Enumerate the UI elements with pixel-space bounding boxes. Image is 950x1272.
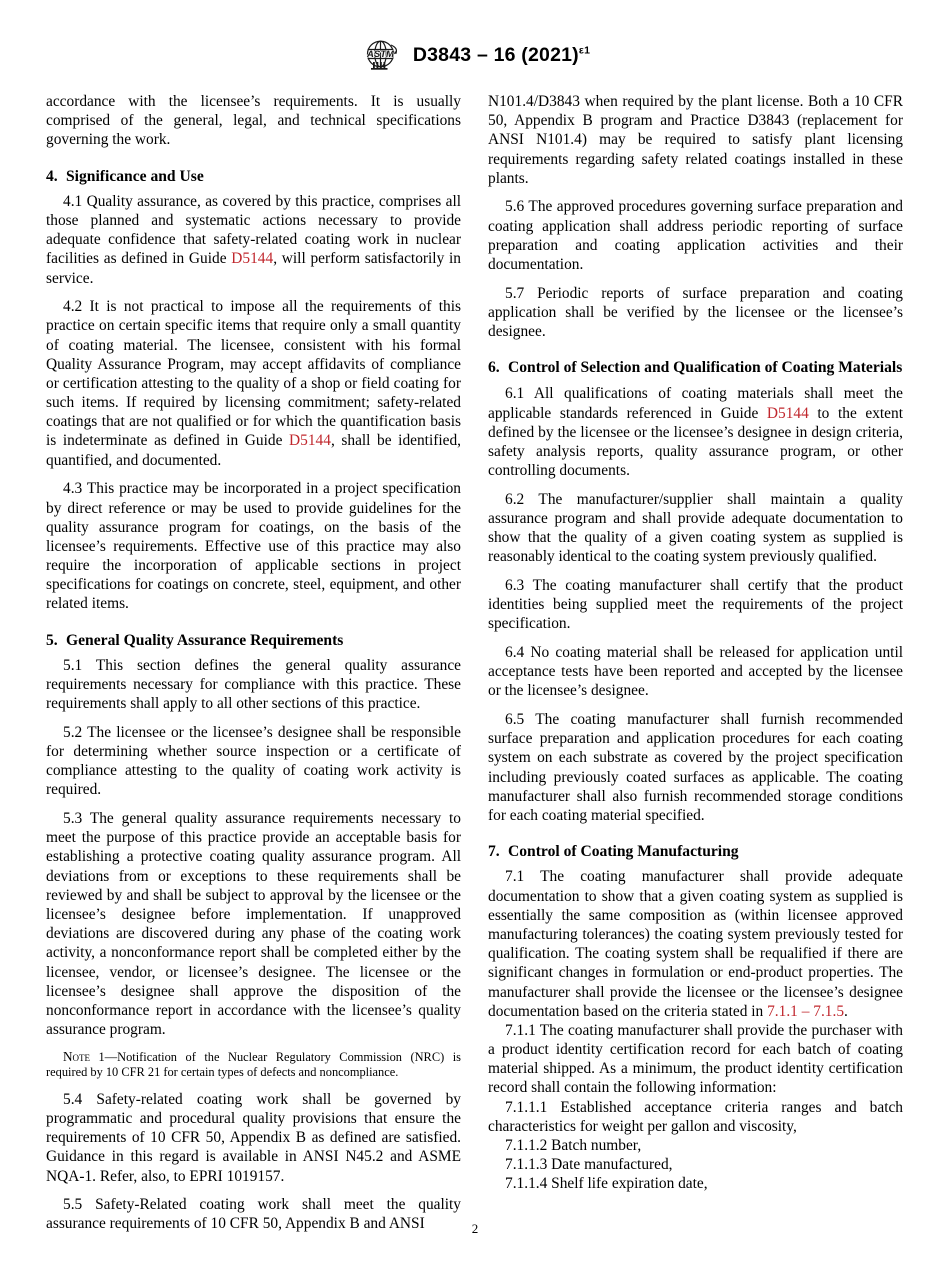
paragraph-5-3: 5.3 The general quality assurance requirements necessary to meet the purpose of this practice provide an acceptable basis for establishing a protective coating quality assurance program. All deviations from or exceptions to these requirements shall be reviewed by and shall be subject to approval by the licensee or the licensee’s designee before implementation. If unapproved deviations are discovered during any phase of the coating work activity, a nonconformance report shall be completed either by the licensee, vendor, or licensee’s designee. The licensee or the licensee’s designee shall approve the disposition of the nonconformance report in accordance with the licensee’s quality assurance program. <box>46 810 461 1039</box>
paragraph-6-1 <box>488 384 903 480</box>
paragraph-7-1-1: 7.1.1 The coating manufacturer shall provide the purchaser with a product identity certification record for each batch of coating material shipped. As a minimum, the product identity certification record shall contain the following information: <box>488 1021 903 1097</box>
paragraph-5-5: 5.5 Safety-Related coating work shall meet the quality assurance requirements of 10 CFR 50, Appendix B and ANSI <box>46 1196 461 1233</box>
section-title-6: Control of Selection and Qualification of Coating Materials <box>508 359 903 377</box>
paragraph-7-1-1-2: 7.1.1.2 Batch number, <box>505 1136 642 1154</box>
page-header <box>0 40 950 70</box>
astm-logo-icon <box>360 40 404 70</box>
section-title-5: General Quality Assurance Requirements <box>66 631 344 649</box>
svg-text:ASTM: ASTM <box>366 49 394 60</box>
paragraph-7-1-1-4: 7.1.1.4 Shelf life expiration date, <box>505 1175 708 1193</box>
paragraph-6-1-text-a: 6.1 All qualifications of coating materials shall meet the applicable standards referenced in Guide <box>488 385 903 422</box>
page-number: 2 <box>471 1221 479 1236</box>
paragraph-7-1-1-3: 7.1.1.3 Date manufactured, <box>505 1156 673 1174</box>
section-heading-5 <box>46 631 461 650</box>
paragraph-6-2: 6.2 The manufacturer/supplier shall maintain a quality assurance program and shall provide adequate documentation to show that the quality of a given coating system as supplied is reasonably identical to the coating system previously qualified. <box>488 490 903 566</box>
link-d5144-3[interactable]: D5144 <box>766 404 809 422</box>
paragraph-6-1-text-b: to the extent defined by the licensee or the licensee’s designee in design criteria, safety analysis reports, quality assurance program, or other controlling documents. <box>488 404 903 480</box>
paragraph-7-1-text-b: . <box>844 1002 848 1020</box>
paragraph-5-7: 5.7 Periodic reports of surface preparation and coating application shall be verified by the licensee or the licensee’s designee. <box>488 284 903 340</box>
note-label: Note <box>63 1049 91 1065</box>
section-number-4: 4. <box>46 167 58 185</box>
paragraph-5-6: 5.6 The approved procedures governing surface preparation and coating application shall address periodic reporting of surface preparation and coating application activities and their documentation. <box>488 198 903 273</box>
section-heading-7 <box>488 842 903 861</box>
section-heading-6 <box>488 358 903 377</box>
body-columns <box>46 92 904 1234</box>
note-1-text: 1—Notification of the Nuclear Regulatory Commission (NRC) is required by 10 CFR 21 for certain types of defects and noncompliance. <box>46 1050 461 1080</box>
link-d5144-1[interactable]: D5144 <box>231 250 274 268</box>
paragraph-7-1 <box>488 867 903 1020</box>
paragraph-4-1 <box>46 192 461 288</box>
paragraph-4-1-text-b: , will perform satisfactorily in service. <box>46 250 461 287</box>
paragraph-7-1-text-a: 7.1 The coating manufacturer shall provide adequate documentation to show that a given coating system as supplied is essentially the same composition as (within licensee approved manufacturing tolerances) the coating system previously tested for qualification. The coating system shall be requalified if there are significant changes in formulation or end-product properties. The manufacturer shall provide the licensee or the licensee’s designee documentation based on the criteria stated in <box>488 868 903 1020</box>
paragraph-6-4: 6.4 No coating material shall be released for application until acceptance tests have been reported and accepted by the licensee or the licensee’s designee. <box>488 644 903 700</box>
section-number-6: 6. <box>488 359 500 377</box>
paragraph-4-1-text-a: 4.1 Quality assurance, as covered by this practice, comprises all those planned and systematic actions necessary to provide adequate confidence that safety-related coating work in nuclear facilities as defined in Guide <box>46 192 461 268</box>
paragraph-5-1: 5.1 This section defines the general quality assurance requirements necessary for compliance with this practice. These requirements shall apply to all other sections of this practice. <box>46 656 461 713</box>
left-column <box>46 92 461 1234</box>
designation-superscript: ε1 <box>578 44 591 56</box>
paragraph-5-4: 5.4 Safety-related coating work shall be governed by programmatic and procedural quality provisions that ensure the requirements of 10 CFR 50, Appendix B as defined are satisfied. Guidance in this regard is available in ANSI N45.2 and ASME NQA-1. Refer, also, to EPRI 1019157. <box>46 1090 461 1185</box>
section-number-7: 7. <box>488 843 500 861</box>
paragraph-4-2-text-b: , shall be identified, quantified, and documented. <box>46 432 461 469</box>
paragraph-continued-right: N101.4/D3843 when required by the plant license. Both a 10 CFR 50, Appendix B program and Practice D3843 (replacement for ANSI N101.4) may be required to satisfy plant licensing requirements regarding safety related coatings installed in these plants. <box>488 93 903 187</box>
right-column <box>488 92 903 1234</box>
paragraph-4-2 <box>46 297 461 470</box>
note-1 <box>46 1049 461 1080</box>
paragraph-continued: accordance with the licensee’s requirements. It is usually comprised of the general, legal, and technical specifications governing the work. <box>46 93 461 149</box>
link-d5144-2[interactable]: D5144 <box>289 432 331 450</box>
paragraph-4-3: 4.3 This practice may be incorporated in a project specification by direct reference or may be used to provide guidelines for the quality assurance program for coatings, on the basis of the licensee’s requirements. Effective use of this practice may also require the incorporation of applicable sections in project specifications for coatings on concrete, steel, equipment, and other related items. <box>46 480 461 613</box>
paragraph-5-2: 5.2 The licensee or the licensee’s designee shall be responsible for determining whether source inspection or a certificate of compliance attesting to the quality of coating work activity is required. <box>46 723 461 799</box>
standard-designation <box>413 44 590 67</box>
link-7-1-1-to-7-1-5[interactable]: 7.1.1 – 7.1.5 <box>767 1002 845 1020</box>
section-heading-4 <box>46 167 461 186</box>
paragraph-6-3: 6.3 The coating manufacturer shall certify that the product identities being supplied meet the requirements of the project specification. <box>488 577 903 633</box>
paragraph-7-1-1-1: 7.1.1.1 Established acceptance criteria ranges and batch characteristics for weight per gallon and viscosity, <box>488 1098 903 1135</box>
section-title-4: Significance and Use <box>66 167 204 185</box>
paragraph-4-2-text-a: 4.2 It is not practical to impose all the requirements of this practice on certain specific items that require only a small quantity of coating material. The licensee, consistent with his formal Quality Assurance Program, may accept affidavits of compliance or certification attesting to the quality of a shop or field coating for such items. If required by licensing commitment; safety-related coatings that are not qualified or for which the quantification basis is indeterminate as defined in Guide <box>46 298 461 450</box>
paragraph-6-5: 6.5 The coating manufacturer shall furnish recommended surface preparation and application procedures for each coating system on each substrate as covered by the project specification including previously coated surfaces as applicable. The coating manufacturer shall also furnish recommended storage conditions for each coating material specified. <box>488 711 903 824</box>
designation-text: D3843 – 16 (2021) <box>412 43 579 66</box>
section-number-5: 5. <box>46 631 58 649</box>
section-title-7: Control of Coating Manufacturing <box>508 843 739 861</box>
